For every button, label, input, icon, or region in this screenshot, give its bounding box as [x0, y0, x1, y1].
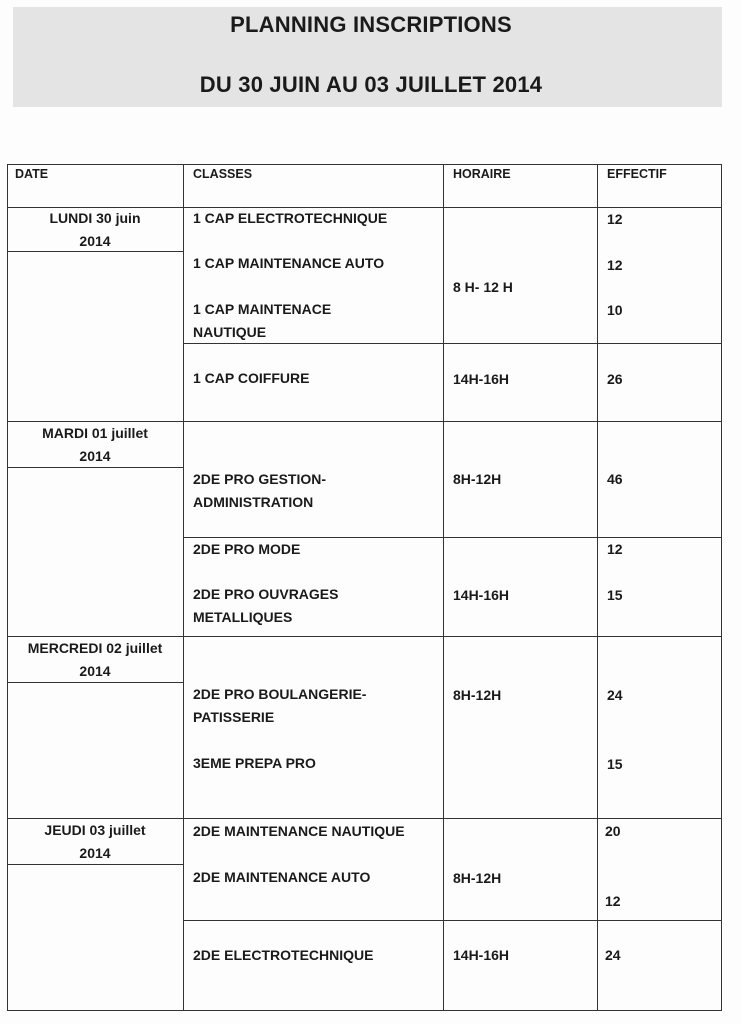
- class-effectif: 24: [607, 687, 623, 703]
- table-border: [443, 164, 444, 1010]
- horaire: 8H-12H: [453, 471, 502, 487]
- class-name: NAUTIQUE: [193, 324, 267, 340]
- header-classes: CLASSES: [193, 167, 253, 181]
- class-effectif: 12: [607, 211, 623, 227]
- class-effectif: 24: [605, 947, 621, 963]
- page-title: PLANNING INSCRIPTIONS: [230, 12, 512, 37]
- class-name: 2DE PRO GESTION-: [193, 471, 327, 487]
- class-name: 1 CAP ELECTROTECHNIQUE: [193, 210, 388, 226]
- page-subtitle: DU 30 JUIN AU 03 JUILLET 2014: [199, 72, 543, 97]
- class-name: PATISSERIE: [193, 709, 275, 725]
- day-date: JEUDI 03 juillet: [44, 822, 146, 838]
- header-date: DATE: [15, 167, 49, 181]
- class-name: 1 CAP MAINTENACE: [193, 301, 332, 317]
- class-effectif: 15: [607, 756, 623, 772]
- class-name: METALLIQUES: [193, 609, 293, 625]
- class-name: 2DE MAINTENANCE NAUTIQUE: [193, 823, 405, 839]
- table-border: [183, 164, 184, 1010]
- table-border: [183, 920, 722, 921]
- class-name: 1 CAP MAINTENANCE AUTO: [193, 255, 385, 271]
- class-name: 3EME PREPA PRO: [193, 755, 316, 771]
- header-horaire: HORAIRE: [453, 167, 511, 181]
- class-name: 1 CAP COIFFURE: [193, 370, 310, 386]
- table-border: [7, 164, 8, 1010]
- class-effectif: 10: [607, 302, 623, 318]
- day-year: 2014: [79, 663, 111, 679]
- class-effectif: 46: [607, 471, 623, 487]
- day-year: 2014: [79, 845, 111, 861]
- class-name: 2DE MAINTENANCE AUTO: [193, 869, 371, 885]
- class-name: 2DE PRO MODE: [193, 541, 301, 557]
- header-effectif: EFFECTIF: [607, 167, 667, 181]
- table-border: [721, 164, 722, 1010]
- horaire: 8 H- 12 H: [453, 279, 513, 295]
- horaire: 14H-16H: [453, 587, 510, 603]
- horaire: 8H-12H: [453, 870, 502, 886]
- table-border: [7, 1010, 722, 1011]
- day-year: 2014: [79, 233, 111, 249]
- class-effectif: 12: [607, 257, 623, 273]
- class-effectif: 15: [607, 587, 623, 603]
- table-border: [597, 164, 598, 1010]
- class-name: 2DE PRO OUVRAGES: [193, 586, 339, 602]
- horaire: 14H-16H: [453, 947, 510, 963]
- class-name: 2DE PRO BOULANGERIE-: [193, 686, 367, 702]
- class-name: ADMINISTRATION: [193, 494, 314, 510]
- day-date: MARDI 01 juillet: [42, 425, 148, 441]
- class-effectif: 12: [605, 893, 621, 909]
- day-date: MERCREDI 02 juillet: [27, 640, 163, 656]
- class-name: 2DE ELECTROTECHNIQUE: [193, 947, 374, 963]
- class-effectif: 12: [607, 541, 623, 557]
- class-effectif: 20: [605, 823, 621, 839]
- day-date: LUNDI 30 juin: [49, 210, 141, 226]
- horaire: 14H-16H: [453, 371, 510, 387]
- day-year: 2014: [79, 448, 111, 464]
- horaire: 8H-12H: [453, 687, 502, 703]
- class-effectif: 26: [607, 371, 623, 387]
